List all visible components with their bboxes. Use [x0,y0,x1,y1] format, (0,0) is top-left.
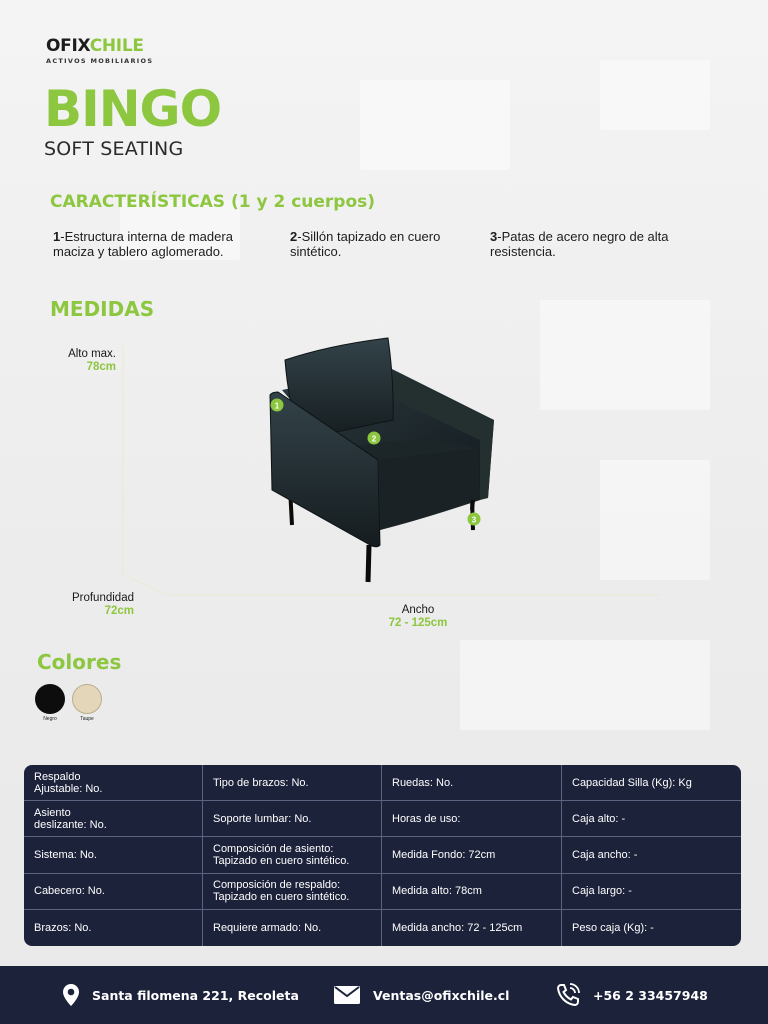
footer-address-text: Santa filomena 221, Recoleta [92,987,299,1003]
table-cell: Horas de uso: [382,801,562,836]
table-row [24,837,741,873]
color-label-negro: Negro [43,716,57,722]
features-heading: CARACTERÍSTICAS (1 y 2 cuerpos) [50,192,376,212]
table-row [24,801,741,837]
table-cell: Caja alto: - [572,812,626,825]
footer-address[interactable] [62,966,299,1024]
table-cell: Medida Fondo: 72cm [382,837,562,872]
footer-email-text: Ventas@ofixchile.cl [373,987,510,1003]
height-label: Alto max. 78cm [68,348,116,373]
color-swatch-taupe[interactable] [72,684,102,714]
table-cell: Peso caja (Kg): - [572,921,654,934]
table-cell: Caja largo: - [572,885,632,898]
table-cell: Asiento deslizante: No. [24,801,203,836]
table-cell: Medida ancho: 72 - 125cm [382,910,562,946]
footer-phone-text: +56 2 33457948 [593,987,708,1003]
table-cell: Ruedas: No. [382,765,562,800]
spec-table [24,765,741,946]
color-label-taupe: Taupe [80,716,94,722]
logo-wordmark: OFIXCHILE [46,36,144,56]
table-cell: Requiere armado: No. [203,910,382,946]
product-category: SOFT SEATING [44,138,184,160]
table-cell: Cabecero: No. [24,874,203,909]
measures-heading: MEDIDAS [50,297,155,321]
table-cell: Capacidad Silla (Kg): Kg [572,776,692,789]
marker-3-label: 3 [471,515,477,525]
table-cell: Tipo de brazos: No. [203,765,382,800]
table-cell: Composición de asiento: Tapizado en cuero sintético. [203,837,382,872]
color-swatch-negro[interactable] [35,684,65,714]
feature-3: 3-Patas de acero negro de alta resistencia. [490,229,669,259]
depth-label: Profundidad 72cm [71,592,134,617]
table-cell: Brazos: No. [24,910,203,946]
footer-email[interactable] [333,966,509,1024]
logo-tagline: ACTIVOS MOBILIARIOS [46,57,154,65]
table-cell: Respaldo Ajustable: No. [24,765,203,800]
location-pin-icon [62,983,80,1007]
feature-2: 2-Sillón tapizado en cuero sintético. [290,229,441,259]
table-cell: Composición de respaldo: Tapizado en cuero sintético. [203,874,382,909]
footer-phone[interactable] [555,966,708,1024]
mail-icon [333,985,361,1005]
table-cell: Caja ancho: - [572,848,638,861]
product-title: BINGO [44,80,222,138]
table-row [24,765,741,801]
colors-heading: Colores [37,650,122,674]
width-label: Ancho 72 - 125cm [388,604,448,629]
table-cell: Sistema: No. [24,837,203,872]
feature-1: 1-Estructura interna de madera maciza y tablero aglomerado. [53,229,233,259]
table-cell: Medida alto: 78cm [382,874,562,909]
table-cell: Soporte lumbar: No. [203,801,382,836]
table-row [24,910,741,946]
phone-icon [555,982,581,1008]
footer-bar [0,966,768,1024]
marker-2-label: 2 [371,434,377,444]
marker-1-label: 1 [274,401,280,411]
table-row [24,874,741,910]
